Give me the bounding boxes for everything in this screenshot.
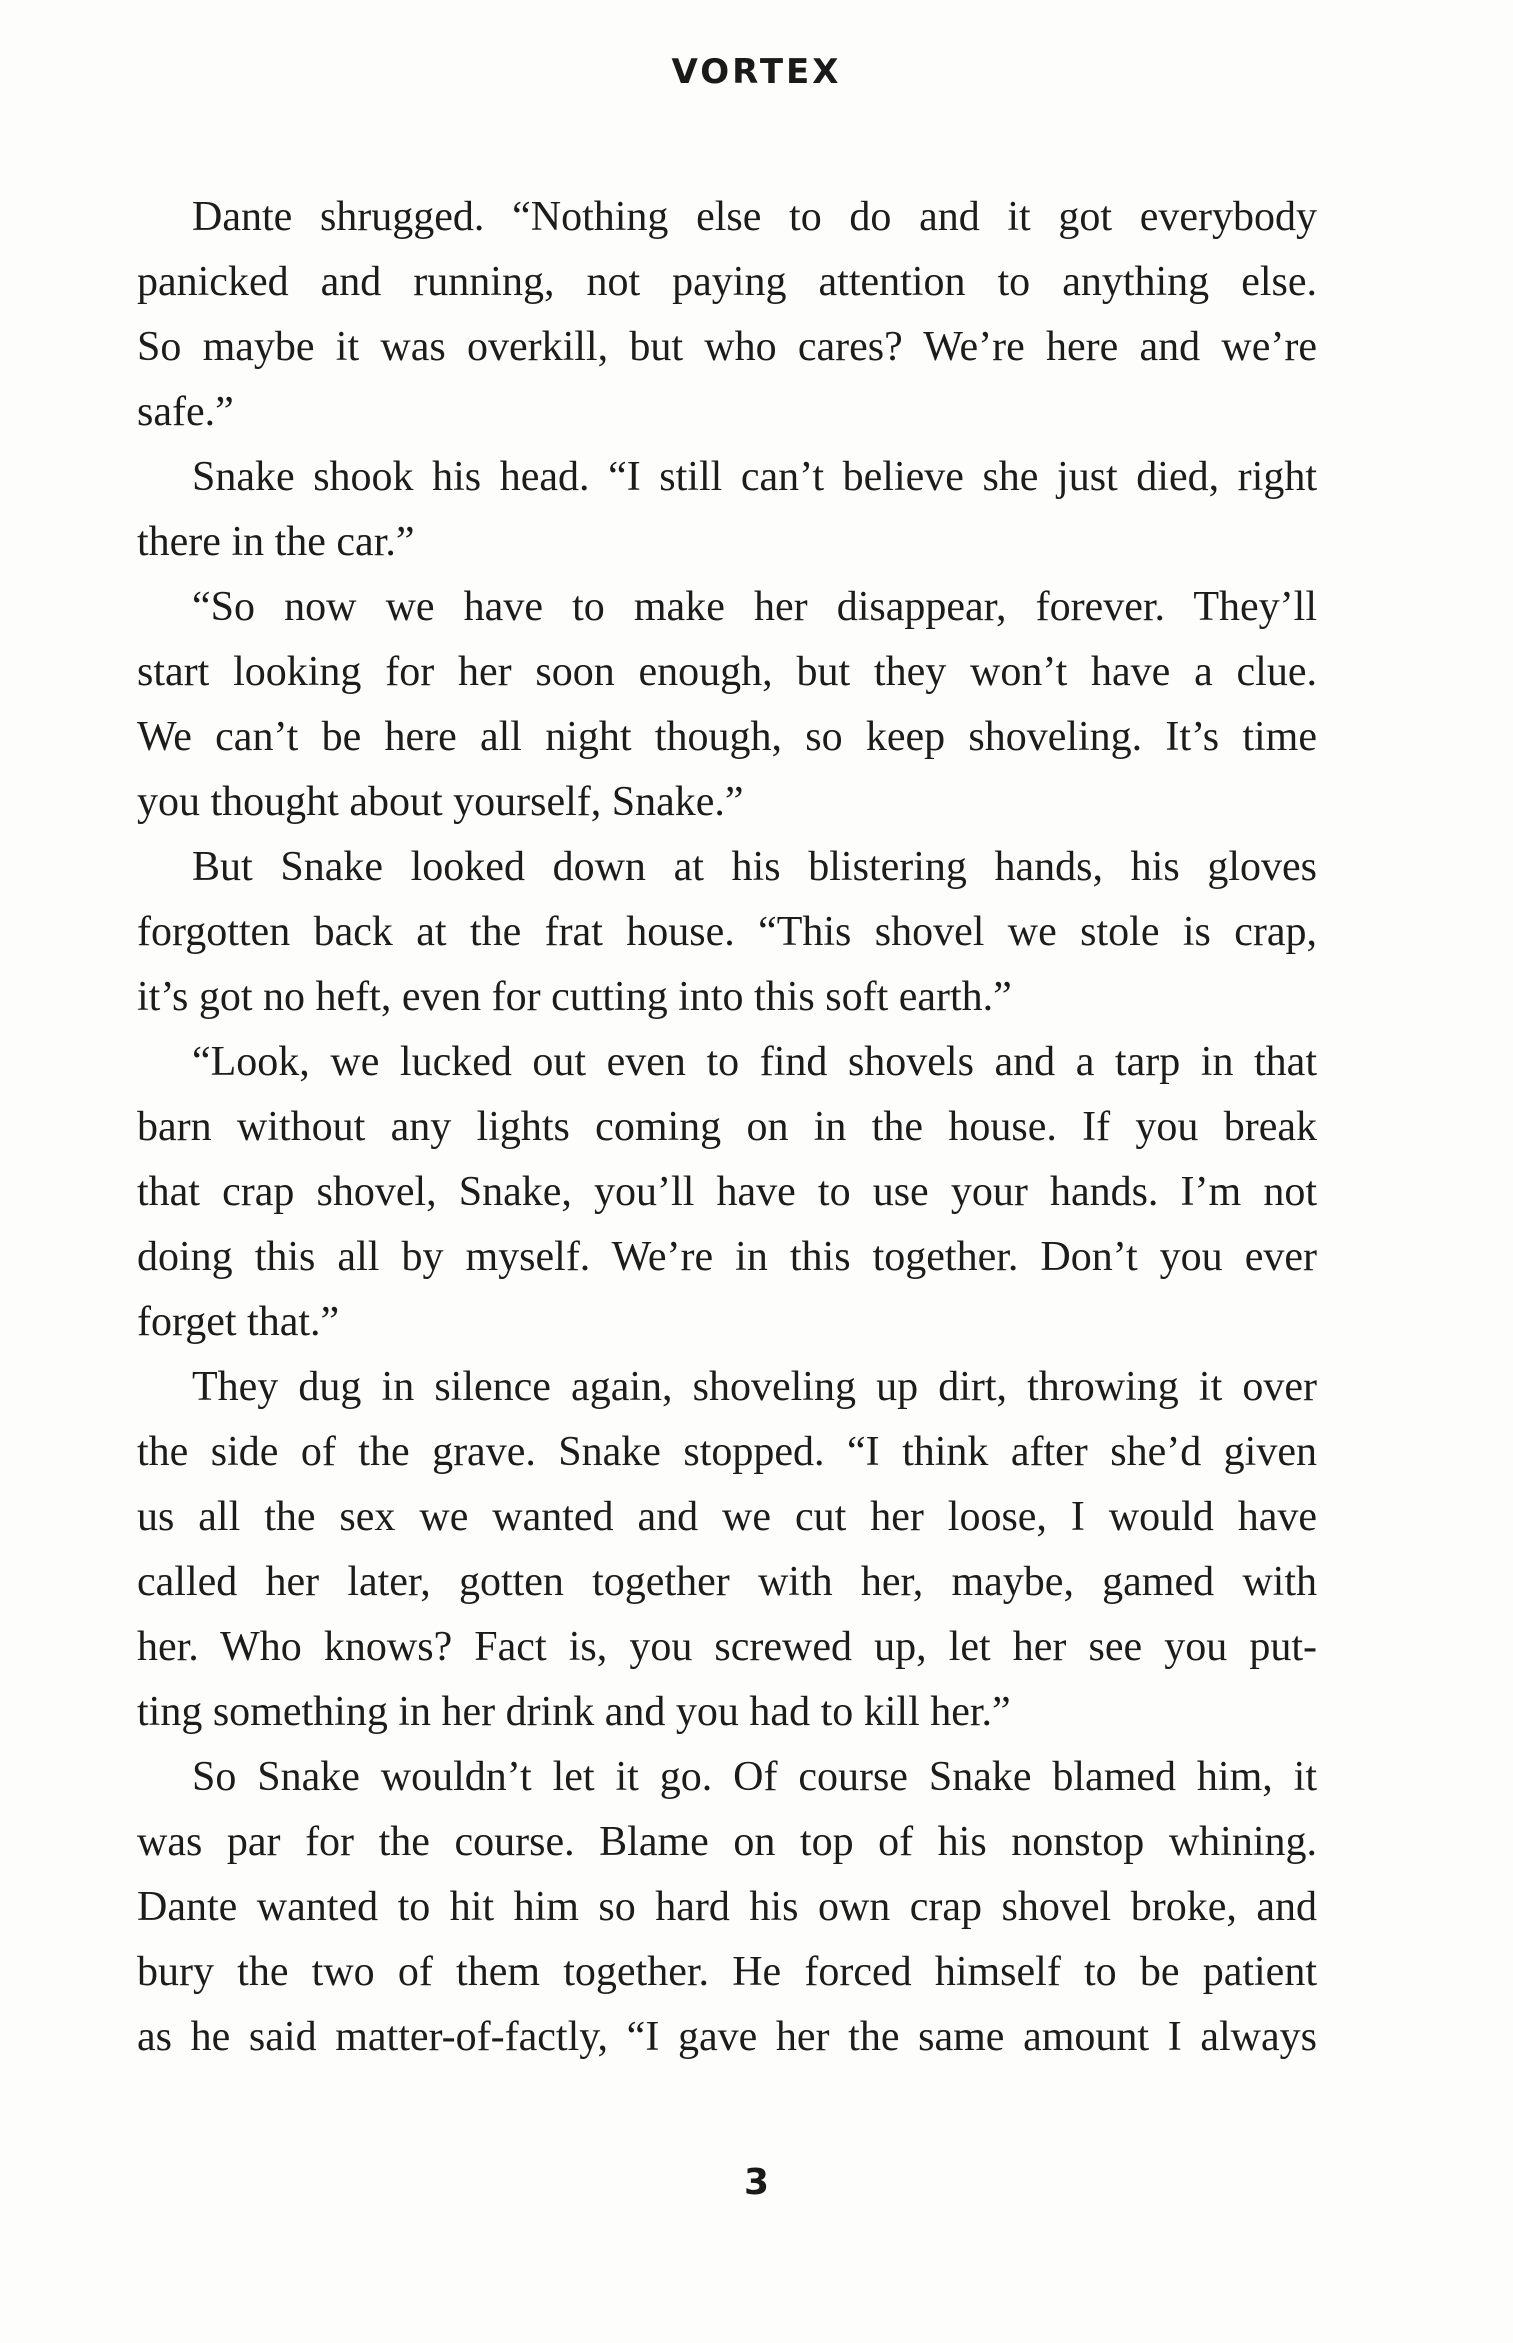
running-head-title: VORTEX: [671, 52, 842, 92]
text-line: there in the car.”: [137, 519, 415, 565]
text-line: bury the two of them together. He forced himself to be patient: [137, 1949, 1317, 1995]
text-line: ting something in her drink and you had to kill her.”: [137, 1689, 1011, 1735]
text-line: us all the sex we wanted and we cut her loose, I would have: [137, 1494, 1317, 1540]
text-line: panicked and running, not paying attention to anything else.: [137, 259, 1317, 305]
text-line: as he said matter-of-factly, “I gave her the same amount I always: [137, 2014, 1317, 2060]
page-number: 3: [743, 2162, 770, 2203]
text-line: you thought about yourself, Snake.”: [137, 779, 744, 825]
text-line: the side of the grave. Snake stopped. “I think after she’d given: [137, 1429, 1317, 1475]
text-line: We can’t be here all night though, so keep shoveling. It’s time: [137, 714, 1317, 760]
text-line: Dante wanted to hit him so hard his own crap shovel broke, and: [137, 1884, 1317, 1930]
text-line: doing this all by myself. We’re in this together. Don’t you ever: [137, 1234, 1317, 1280]
text-line: But Snake looked down at his blistering hands, his gloves: [192, 844, 1317, 890]
text-line: called her later, gotten together with her, maybe, gamed with: [137, 1559, 1317, 1605]
body-text: [137, 185, 1317, 2070]
text-line: it’s got no heft, even for cutting into this soft earth.”: [137, 974, 1012, 1020]
text-line: her. Who knows? Fact is, you screwed up, let her see you put-: [137, 1624, 1317, 1670]
text-line: forgotten back at the frat house. “This shovel we stole is crap,: [137, 909, 1317, 955]
text-line: Snake shook his head. “I still can’t believe she just died, right: [192, 454, 1317, 500]
text-line: barn without any lights coming on in the house. If you break: [137, 1104, 1317, 1150]
text-line: So maybe it was overkill, but who cares? We’re here and we’re: [137, 324, 1317, 370]
text-line: forget that.”: [137, 1299, 340, 1345]
text-line: was par for the course. Blame on top of his nonstop whining.: [137, 1819, 1317, 1865]
text-line: “So now we have to make her disappear, forever. They’ll: [192, 584, 1317, 630]
text-line: safe.”: [137, 389, 234, 435]
text-line: “Look, we lucked out even to find shovels and a tarp in that: [192, 1039, 1317, 1085]
text-line: They dug in silence again, shoveling up dirt, throwing it over: [192, 1364, 1317, 1410]
text-line: start looking for her soon enough, but they won’t have a clue.: [137, 649, 1317, 695]
text-line: that crap shovel, Snake, you’ll have to use your hands. I’m not: [137, 1169, 1317, 1215]
text-line: So Snake wouldn’t let it go. Of course Snake blamed him, it: [192, 1754, 1317, 1800]
text-line: Dante shrugged. “Nothing else to do and it got everybody: [192, 194, 1317, 240]
